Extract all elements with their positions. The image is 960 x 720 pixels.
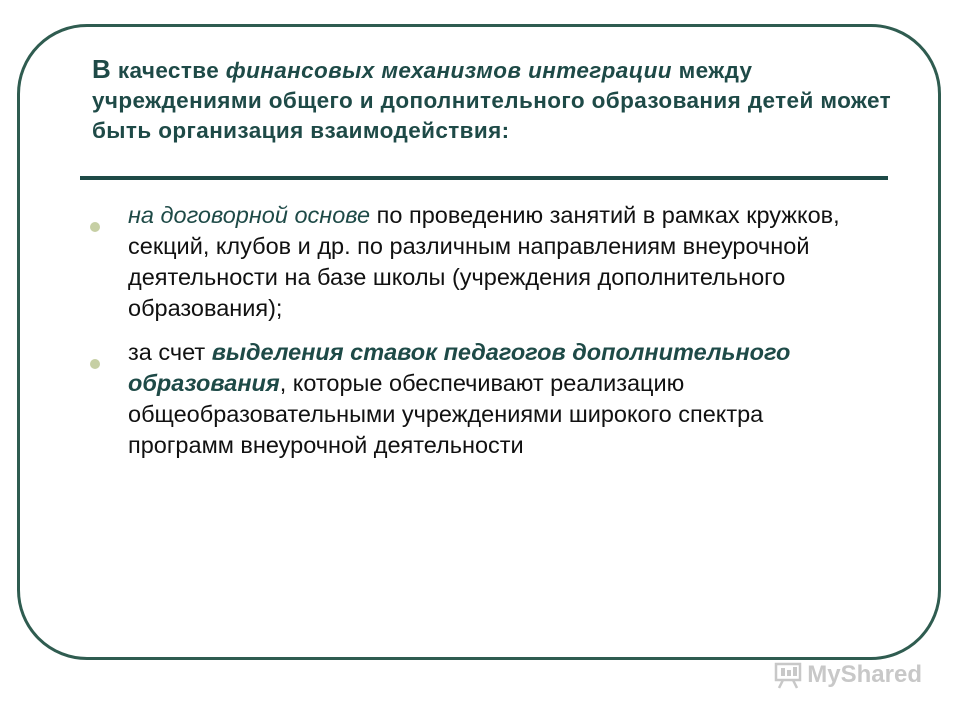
bullet-text: по проведению занятий в рамках кружков, секций, клубов и др. по различным направлениям внеурочной деятельности на базе школы (учреждения дополнительного образования); — [128, 202, 840, 321]
slide-title — [92, 54, 892, 146]
bullet-dot-icon — [90, 359, 100, 369]
bullet-list — [90, 200, 870, 474]
bullet-dot-icon — [90, 222, 100, 232]
bullet-highlight: выделения ставок педагогов дополнительного образования — [128, 339, 791, 396]
title-lead: В — [92, 54, 112, 84]
title-emphasis: финансовых механизмов интеграции — [225, 58, 672, 83]
list-item — [90, 200, 870, 324]
title-divider — [80, 176, 888, 180]
watermark — [773, 660, 922, 690]
title-part2: между учреждениями общего и дополнительного образования детей может быть организация взаимодействия: — [92, 58, 892, 143]
list-item — [90, 337, 870, 461]
bullet-lead: за счет — [128, 339, 212, 365]
watermark-text: MyShared — [807, 661, 922, 688]
presentation-icon — [773, 660, 803, 690]
bullet-highlight: на договорной основе — [128, 202, 371, 228]
title-part1: качестве — [111, 58, 226, 83]
bullet-text: , которые обеспечивают реализацию общеобразовательными учреждениями широкого спектра программ внеурочной деятельности — [128, 370, 764, 458]
